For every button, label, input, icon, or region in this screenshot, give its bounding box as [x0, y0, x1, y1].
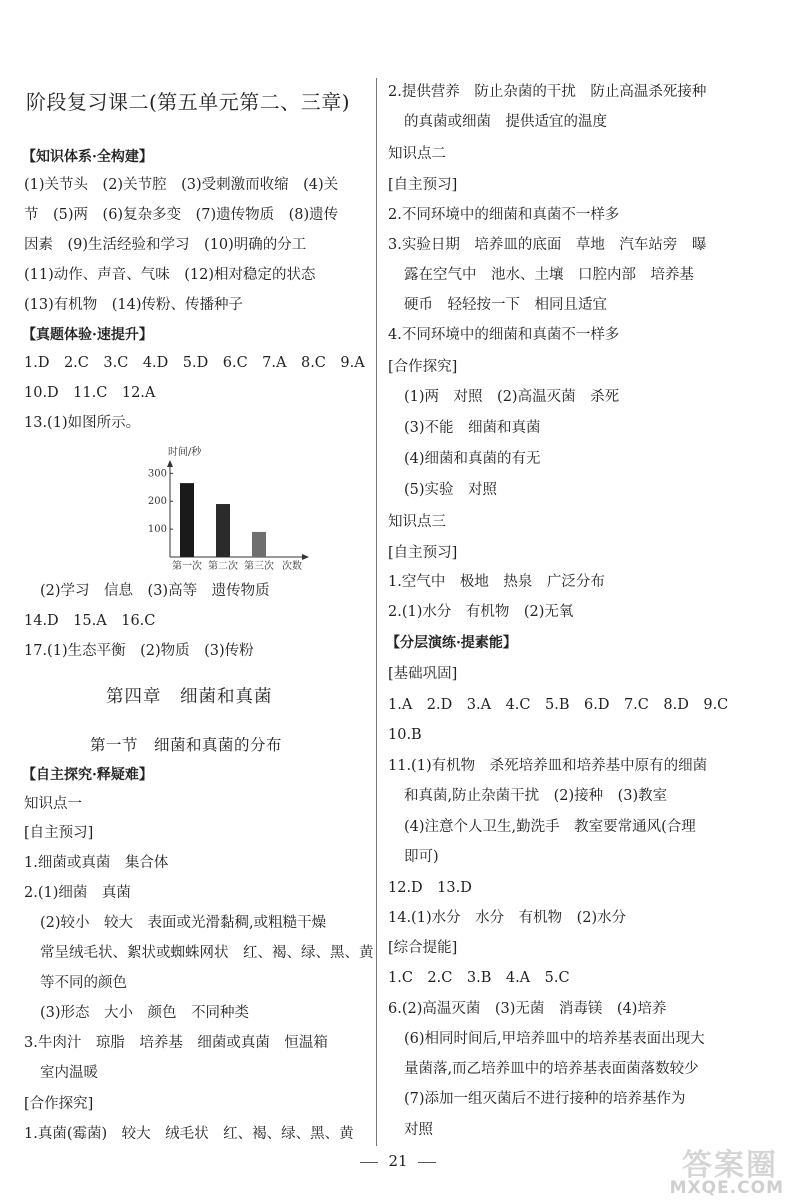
page-number-dash: [360, 1162, 378, 1163]
answer-line: 2.不同环境中的细菌和真菌不一样多: [388, 207, 620, 223]
answer-line: 对照: [404, 1122, 433, 1138]
answer-line: 3.牛肉汁 琼脂 培养基 细菌或真菌 恒温箱: [24, 1035, 328, 1051]
answer-line: 10.B: [388, 727, 422, 743]
chart-x-tick-label: 第二次: [208, 561, 238, 572]
chart-y-tick-label: 300: [147, 468, 167, 480]
answer-line: (6)相同时间后,甲培养皿中的培养基表面出现大: [404, 1031, 705, 1047]
answer-line: 2.(1)细菌 真菌: [24, 885, 131, 901]
answer-line: (2)学习 信息 (3)高等 遗传物质: [40, 583, 270, 599]
answer-line: 1.A 2.D 3.A 4.C 5.B 6.D 7.C 8.D 9.C: [388, 697, 729, 713]
answer-line: [合作探究]: [388, 359, 458, 375]
answer-line: 3.实验日期 培养皿的底面 草地 汽车站旁 曝: [388, 237, 707, 253]
answer-line: 的真菌或细菌 提供适宜的温度: [404, 114, 607, 130]
heading-self-explore: 【自主探究·释疑难】: [22, 767, 153, 783]
knowledge-line: (13)有机物 (14)传粉、传播种子: [24, 297, 244, 313]
answer-line: 10.D 11.C 12.A: [24, 385, 156, 401]
chart-x-tick-label: 第三次: [244, 561, 274, 572]
answer-line: 露在空气中 池水、土壤 口腔内部 培养基: [404, 267, 694, 283]
answer-line: 2.提供营养 防止杂菌的干扰 防止高温杀死接种: [388, 84, 707, 100]
answer-line: 即可): [404, 849, 439, 865]
answer-line: 1.C 2.C 3.B 4.A 5.C: [388, 970, 570, 986]
subsection-label: [自主预习]: [24, 825, 94, 841]
page-number-text: 21: [388, 1152, 408, 1170]
heading-knowledge-system: 【知识体系·全构建】: [22, 149, 153, 165]
time-bar-chart: [147, 445, 322, 575]
chart-bar: [216, 504, 230, 557]
answer-line: 1.空气中 极地 热泉 广泛分布: [388, 574, 605, 590]
chart-y-arrow: [167, 460, 173, 467]
chart-y-tick-label: 200: [147, 496, 167, 508]
answer-line: (1)两 对照 (2)高温灭菌 杀死: [404, 389, 620, 405]
answer-line: (5)实验 对照: [404, 482, 498, 498]
knowledge-line: 因素 (9)生活经验和学习 (10)明确的分工: [24, 237, 307, 253]
answer-line: [综合提能]: [388, 940, 458, 956]
answer-line: (3)形态 大小 颜色 不同种类: [40, 1005, 250, 1021]
chart-x-tick-label: 第一次: [172, 561, 202, 572]
watermark-url: MXQE.COM: [669, 1178, 784, 1198]
review-title: 阶段复习课二(第五单元第二、三章): [26, 90, 351, 114]
answer-line: 1.细菌或真菌 集合体: [24, 855, 169, 871]
answer-line: 1.真菌(霉菌) 较大 绒毛状 红、褐、绿、黑、黄: [24, 1126, 354, 1142]
answer-line: 1.D 2.C 3.C 4.D 5.D 6.C 7.A 8.C 9.A: [24, 355, 365, 371]
watermark: [638, 1138, 788, 1198]
answer-line: 2.(1)水分 有机物 (2)无氧: [388, 604, 574, 620]
knowledge-line: (1)关节头 (2)关节腔 (3)受刺激而收缩 (4)关: [24, 177, 339, 193]
knowledge-line: 节 (5)两 (6)复杂多变 (7)遗传物质 (8)遗传: [24, 207, 339, 223]
answer-line: 知识点三: [388, 514, 446, 530]
answer-line: 13.(1)如图所示。: [24, 415, 141, 431]
section-title: 第一节 细菌和真菌的分布: [90, 736, 283, 754]
column-divider: [376, 78, 377, 1146]
knowledge-line: (11)动作、声音、气味 (12)相对稳定的状态: [24, 267, 316, 283]
chart-x-label: 次数: [282, 561, 302, 572]
answer-line: [基础巩固]: [388, 666, 458, 682]
chart-bar: [252, 532, 266, 557]
answer-line: [自主预习]: [388, 545, 458, 561]
answer-line: 室内温暖: [40, 1065, 98, 1081]
answer-line: (2)较小 较大 表面或光滑黏稠,或粗糙干燥: [40, 915, 327, 931]
answer-line: [自主预习]: [388, 177, 458, 193]
answer-line: 硬币 轻轻按一下 相同且适宜: [404, 297, 607, 313]
chart-bar: [180, 483, 194, 557]
answer-line: 4.不同环境中的细菌和真菌不一样多: [388, 327, 620, 343]
subsection-label: [合作探究]: [24, 1096, 94, 1112]
heading-layered-practice: 【分层演练·提素能】: [386, 635, 517, 651]
heading-real-exam: 【真题体验·速提升】: [22, 327, 153, 343]
answer-line: 14.D 15.A 16.C: [24, 613, 156, 629]
answer-line: (4)注意个人卫生,勤洗手 教室要常通风(合理: [404, 819, 696, 835]
watermark-text: 答案圈: [682, 1148, 778, 1183]
page-number-dash: [418, 1162, 436, 1163]
answer-line: 常呈绒毛状、絮状或蜘蛛网状 红、褐、绿、黑、黄: [40, 945, 374, 961]
answer-line: 量菌落,而乙培养皿中的培养基表面菌落数较少: [404, 1061, 699, 1077]
answer-line: 11.(1)有机物 杀死培养皿和培养基中原有的细菌: [388, 758, 708, 774]
answer-line: 6.(2)高温灭菌 (3)无菌 消毒镁 (4)培养: [388, 1001, 667, 1017]
answer-line: 等不同的颜色: [40, 975, 127, 991]
answer-line: (7)添加一组灭菌后不进行接种的培养基作为: [404, 1091, 686, 1107]
answer-line: 14.(1)水分 水分 有机物 (2)水分: [388, 910, 627, 926]
answer-line: 知识点二: [388, 146, 446, 162]
chart-x-arrow: [302, 554, 309, 560]
answer-line: 12.D 13.D: [388, 880, 472, 896]
chart-y-tick-label: 100: [147, 524, 167, 536]
chapter-title: 第四章 细菌和真菌: [106, 687, 273, 707]
chart-y-label: 时间/秒: [168, 447, 202, 458]
answer-line: 和真菌,防止杂菌干扰 (2)接种 (3)教室: [404, 788, 668, 804]
knowledge-point-label: 知识点一: [24, 796, 82, 812]
answer-line: (3)不能 细菌和真菌: [404, 420, 541, 436]
answer-line: 17.(1)生态平衡 (2)物质 (3)传粉: [24, 643, 254, 659]
answer-line: (4)细菌和真菌的有无: [404, 451, 541, 467]
